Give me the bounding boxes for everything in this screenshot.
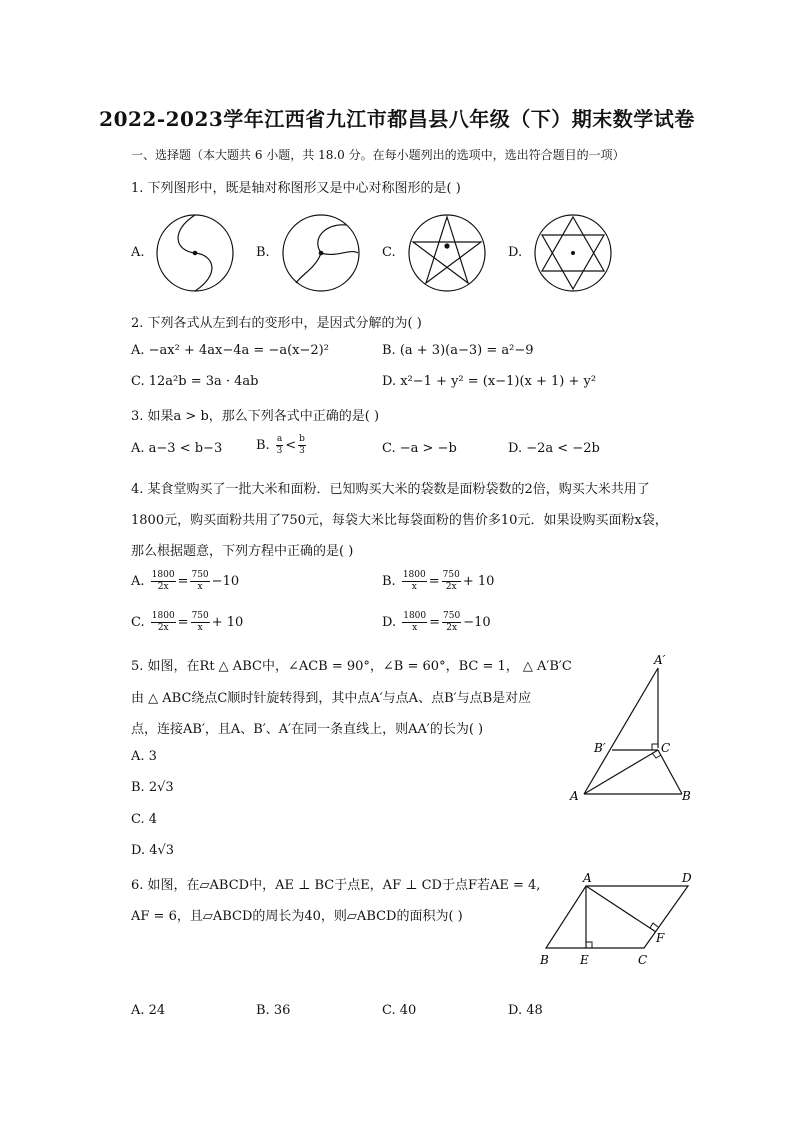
q2-option-a: A. −ax² + 4ax−4a = −a(x−2)² <box>131 343 329 358</box>
q4-option-d: D. $\frac{1800}{x}$ = $\frac{750}{2x}$ −10 <box>382 611 491 633</box>
fraction: $\frac{750}{x}$ <box>191 570 209 592</box>
fraction: $\frac{1800}{2x}$ <box>151 611 175 633</box>
q5-option-c: C. 4 <box>131 812 158 827</box>
question-5-line-3: 点，连接AB′，且A、B′、A′在同一条直线上，则AA′的长为( ) <box>131 722 484 737</box>
q1-figure-b <box>276 213 366 293</box>
q6-option-a: A. 24 <box>131 1003 166 1018</box>
question-5-line-1: 5. 如图，在Rt △ ABC中，∠ACB = 90°，∠B = 60°，BC = 1， △ A′B′C <box>131 659 572 674</box>
q3-option-a: A. a−3 < b−3 <box>131 441 223 456</box>
q3-option-b-label: B. <box>256 438 270 453</box>
q1-figure-a <box>150 213 240 293</box>
fraction: $\frac{750}{x}$ <box>191 611 209 633</box>
label-a: A <box>570 789 579 803</box>
question-6-line-2: AF = 6，且▱ABCD的周长为40，则▱ABCD的面积为( ) <box>131 909 463 924</box>
question-6-line-1: 6. 如图，在▱ABCD中，AE ⊥ BC于点E，AF ⊥ CD于点F若AE = 4, <box>131 878 541 893</box>
fraction: $\frac{a}{3}$ <box>276 434 283 456</box>
q2-option-c: C. 12a²b = 3a · 4ab <box>131 374 259 389</box>
q6-geometry-figure <box>530 866 710 976</box>
q1-option-a-label: A. <box>131 245 145 260</box>
label-f: F <box>656 931 665 945</box>
fraction: $\frac{1800}{2x}$ <box>151 570 175 592</box>
label-c: C <box>661 741 671 755</box>
page-title: 2022-2023学年江西省九江市都昌县八年级（下）期末数学试卷 <box>99 107 695 131</box>
q2-option-d: D. x²−1 + y² = (x−1)(x + 1) + y² <box>382 374 597 389</box>
label-e: E <box>580 953 589 967</box>
fraction: $\frac{b}{3}$ <box>299 434 305 456</box>
question-4-line-3: 那么根据题意，下列方程中正确的是( ) <box>131 544 354 559</box>
q5-option-b: B. 2√3 <box>131 780 174 795</box>
fraction: $\frac{1800}{x}$ <box>402 570 426 592</box>
q5-option-a: A. 3 <box>131 749 157 764</box>
label-b: B <box>540 953 549 967</box>
question-2-text: 2. 下列各式从左到右的变形中，是因式分解的为( ) <box>131 316 422 331</box>
q1-option-d-label: D. <box>508 245 523 260</box>
label-c: C <box>638 953 648 967</box>
section-header: 一、选择题（本大题共 6 小题，共 18.0 分。在每小题列出的选项中，选出符合题目的一项） <box>131 148 625 162</box>
question-4-line-2: 1800元，购买面粉共用了750元，每袋大米比每袋面粉的售价多10元．如果设购买面粉x袋， <box>131 513 668 528</box>
q6-option-d: D. 48 <box>508 1003 543 1018</box>
label-a-prime: A′ <box>654 653 666 667</box>
q1-figure-c <box>402 213 492 293</box>
question-5-line-2: 由 △ ABC绕点C顺时针旋转得到，其中点A′与点A、点B′与点B是对应 <box>131 691 532 706</box>
q5-geometry-figure <box>560 648 710 810</box>
q1-figure-d <box>528 213 618 293</box>
question-1-text: 1. 下列图形中，既是轴对称图形又是中心对称图形的是( ) <box>131 181 461 196</box>
fraction: $\frac{1800}{x}$ <box>403 611 427 633</box>
q6-option-c: C. 40 <box>382 1003 417 1018</box>
q1-option-c-label: C. <box>382 245 396 260</box>
q2-option-b: B. (a + 3)(a−3) = a²−9 <box>382 343 534 358</box>
q3-option-c: C. −a > −b <box>382 441 457 456</box>
label-b: B <box>682 789 691 803</box>
q3-option-d: D. −2a < −2b <box>508 441 600 456</box>
q1-option-b-label: B. <box>256 245 270 260</box>
label-a: A <box>583 871 592 885</box>
q6-option-b: B. 36 <box>256 1003 291 1018</box>
fraction: $\frac{750}{2x}$ <box>442 570 460 592</box>
question-3-text: 3. 如果a > b，那么下列各式中正确的是( ) <box>131 409 380 424</box>
fraction: $\frac{750}{2x}$ <box>443 611 461 633</box>
q4-option-b: B. $\frac{1800}{x}$ = $\frac{750}{2x}$ + 10 <box>382 570 495 592</box>
label-b-prime: B′ <box>594 741 606 755</box>
label-d: D <box>682 871 692 885</box>
q5-option-d: D. 4√3 <box>131 843 175 858</box>
question-4-line-1: 4. 某食堂购买了一批大米和面粉．已知购买大米的袋数是面粉袋数的2倍，购买大米共用了 <box>131 482 650 497</box>
q4-option-c: C. $\frac{1800}{2x}$ = $\frac{750}{x}$ + 10 <box>131 611 244 633</box>
q4-option-a: A. $\frac{1800}{2x}$ = $\frac{750}{x}$ −10 <box>131 570 240 592</box>
q3-option-b: B. $\frac{a}{3}$ < $\frac{b}{3}$ <box>256 434 305 456</box>
